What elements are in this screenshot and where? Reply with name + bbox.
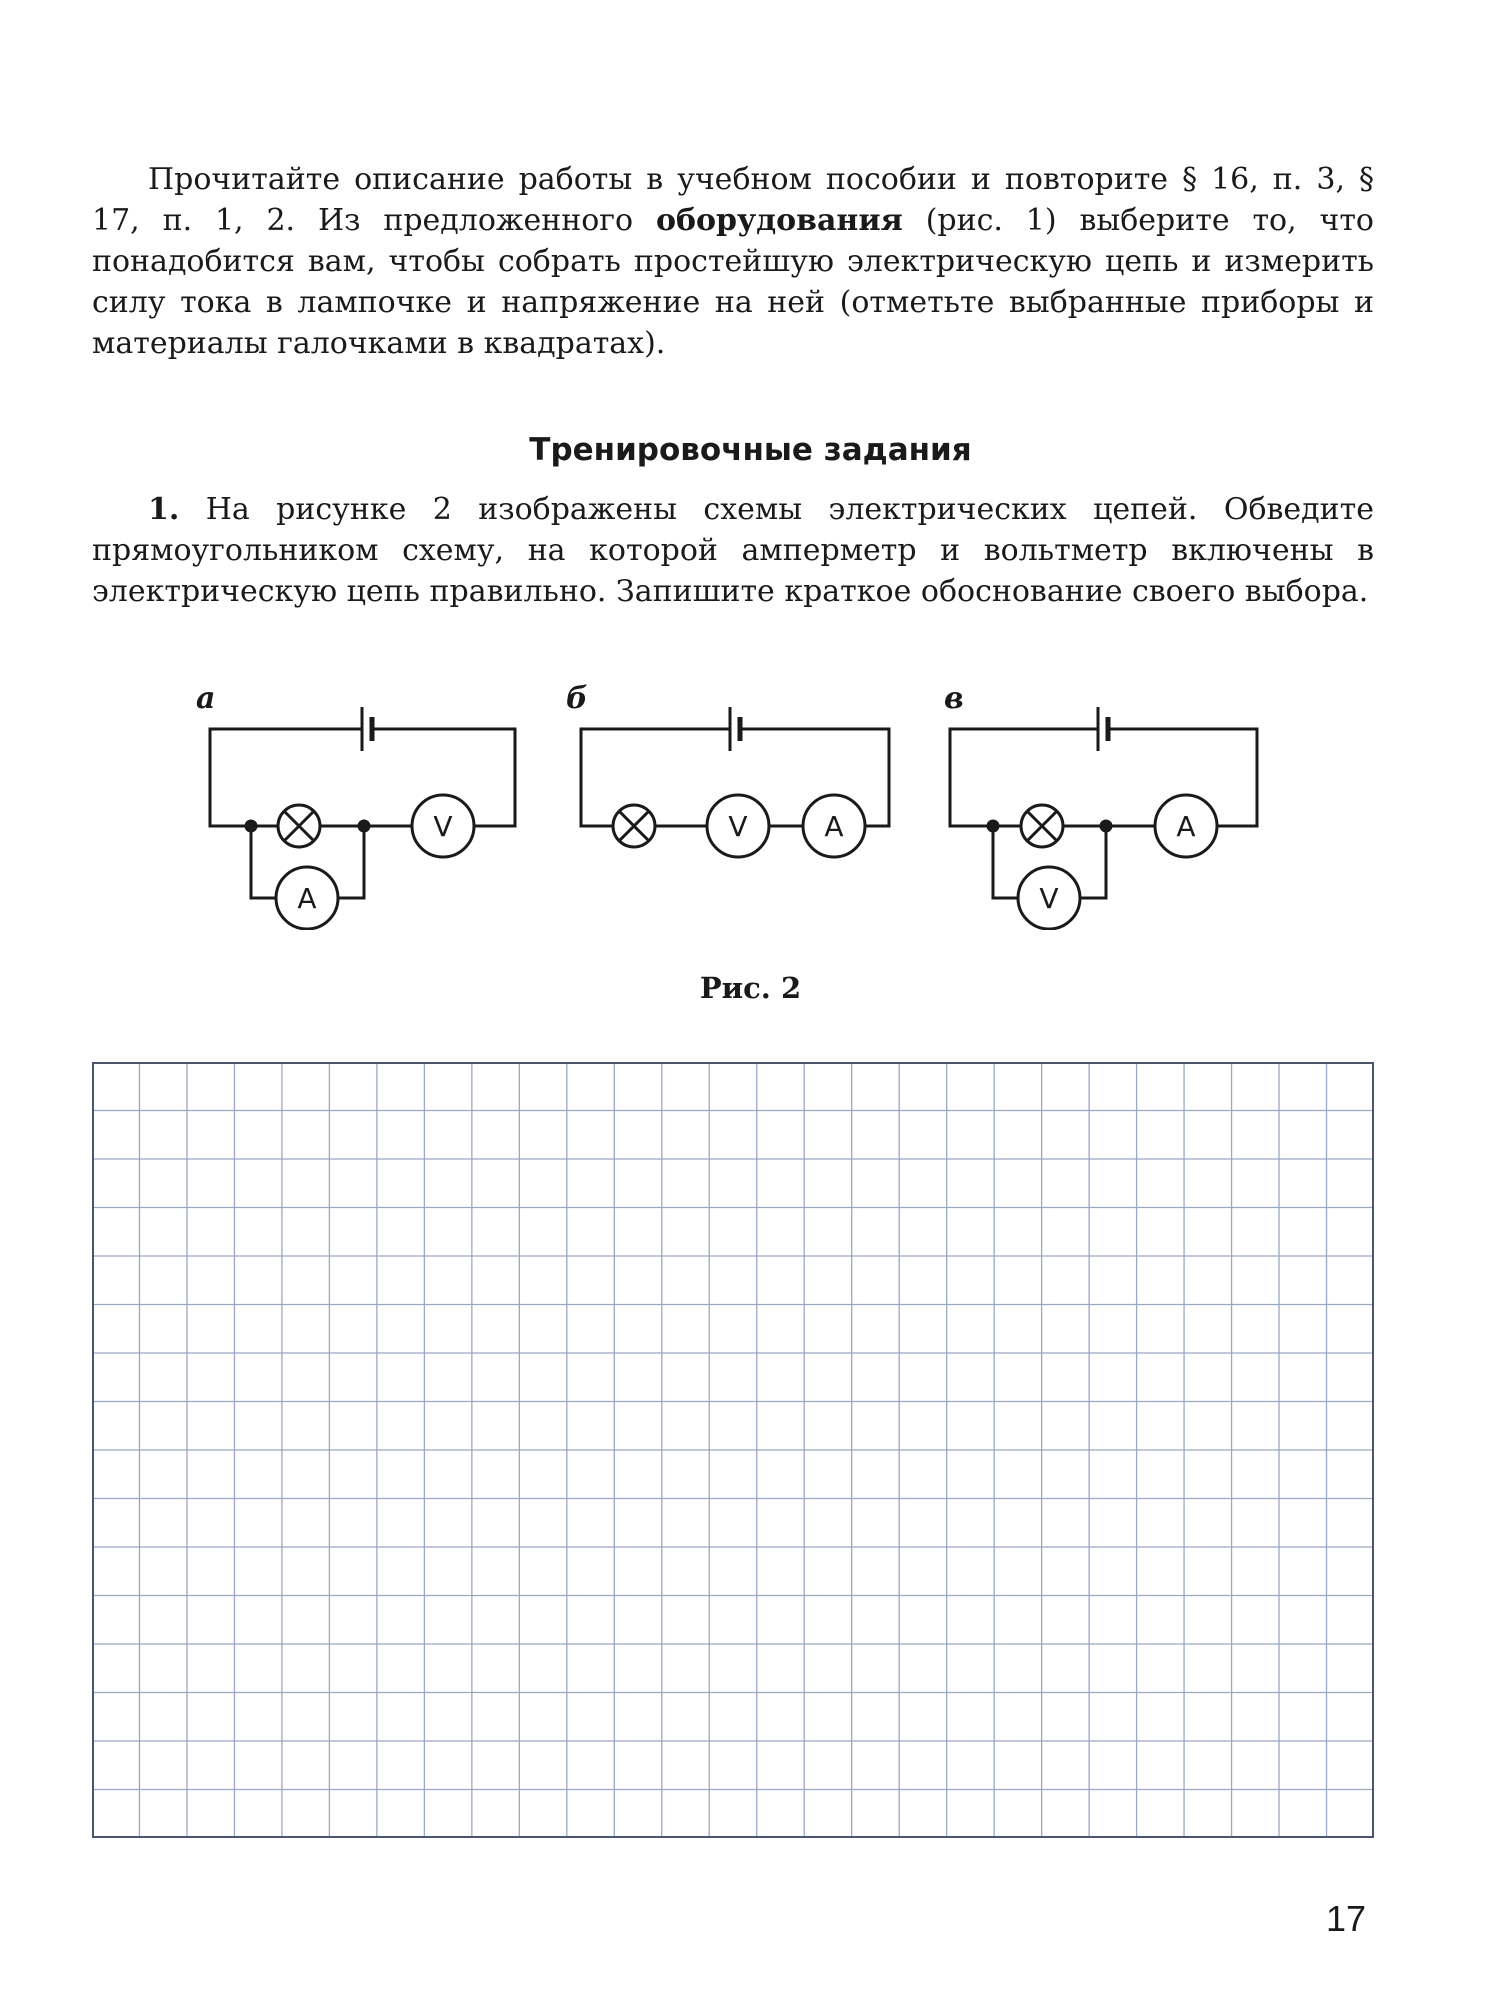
- circuit-a-ammeter-label: A: [297, 882, 317, 915]
- circuit-a-label: а: [196, 681, 216, 716]
- circuit-c-junction-left: [988, 821, 998, 831]
- circuit-c-ammeter-label: A: [1176, 810, 1196, 843]
- answer-grid[interactable]: [92, 1062, 1374, 1838]
- intro-text-start: Прочитайте описание работы в учебном пособии и повторите § 16, п. 3, § 17, п. 1, 2. Из предложенного: [92, 162, 1374, 238]
- page-number: 17: [1325, 1898, 1366, 1939]
- intro-bold-word: оборудования: [655, 203, 903, 238]
- circuit-b-label: б: [566, 681, 588, 716]
- task-1-number: 1.: [148, 492, 180, 527]
- circuit-b-ammeter-label: A: [824, 810, 844, 843]
- intro-paragraph: [92, 159, 1374, 364]
- section-heading: Тренировочные задания: [529, 432, 972, 468]
- circuit-b-lamp-cross: [619, 811, 649, 841]
- intro-text-end: (рис. 1) выберите то, что понадобится вам, чтобы собрать простейшую электрическую цепь и измерить силу тока в лампочке и напряжение на ней (отметьте выбранные приборы и материалы галочками в квадратах).: [92, 203, 1374, 361]
- task-1-text: На рисунке 2 изображены схемы электрических цепей. Обведите прямоугольником схему, на которой амперметр и вольтметр включены в электрическую цепь правильно. Запишите краткое обоснование своего выбора.: [92, 492, 1374, 609]
- circuit-c-lamp-cross: [1027, 811, 1057, 841]
- circuit-c: [950, 707, 1257, 929]
- circuit-a-lamp-cross: [284, 811, 314, 841]
- circuit-a-junction-left: [246, 821, 256, 831]
- circuit-diagrams: [0, 680, 1501, 930]
- circuit-a-voltmeter-label: V: [433, 810, 453, 843]
- circuit-b-voltmeter-label: V: [728, 810, 748, 843]
- answer-grid-lines: [92, 1062, 1374, 1838]
- circuit-c-junction-right: [1101, 821, 1111, 831]
- circuit-c-wires: [950, 729, 1257, 826]
- figure-caption: Рис. 2: [699, 971, 802, 1005]
- circuit-a-junction-right: [359, 821, 369, 831]
- task-1-paragraph: [92, 489, 1374, 612]
- circuit-c-label: в: [944, 681, 964, 716]
- circuit-c-voltmeter-label: V: [1039, 882, 1059, 915]
- circuit-a: [210, 707, 515, 929]
